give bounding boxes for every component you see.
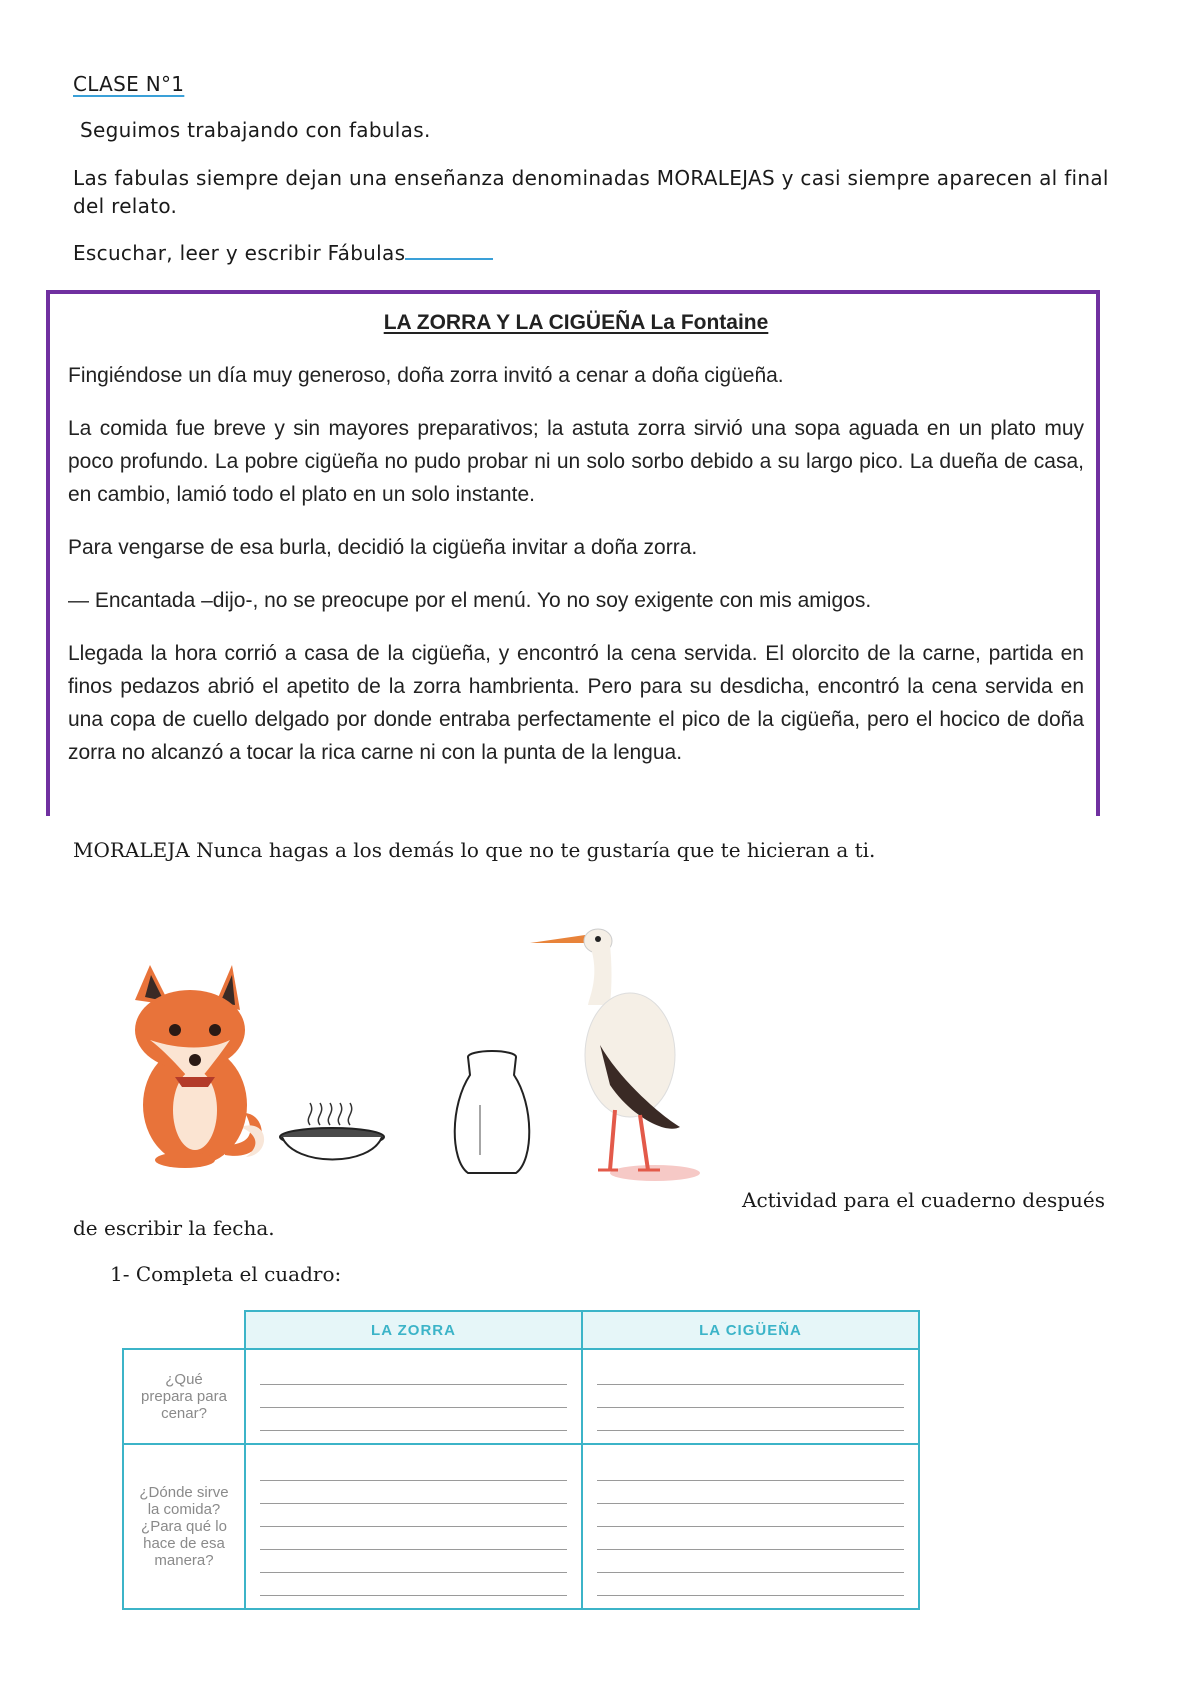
table-corner bbox=[123, 1311, 245, 1349]
vase-icon bbox=[455, 1051, 530, 1173]
fable-box bbox=[46, 290, 1100, 816]
fable-paragraph-1: Fingiéndose un día muy generoso, doña zorra invitó a cenar a doña cigüeña. bbox=[68, 364, 784, 387]
header-zorra: LA ZORRA bbox=[245, 1311, 582, 1349]
task-line bbox=[73, 240, 493, 265]
fable-paragraph-5: Llegada la hora corrió a casa de la cigüeña, y encontró la cena servida. El olorcito de la carne, partida en finos pedazos abrió el apetito de la zorra hambrienta. Pero para su desdicha, encontró la cena servida en una copa de cuello delgado por donde entraba perfectamente el pico de la cigüeña, pero el hocico de doña zorra no alcanzó a tocar la rica carne ni con la punta de la lengua. bbox=[68, 642, 1084, 764]
row-label-2-text: ¿Dónde sirve la comida? ¿Para qué lo hace de esa manera? bbox=[139, 1484, 229, 1569]
row-label-que-prepara bbox=[123, 1349, 245, 1444]
answer-zorra-2[interactable] bbox=[245, 1444, 582, 1609]
row-label-1-text: ¿Qué prepara para cenar? bbox=[141, 1371, 227, 1422]
fox-icon bbox=[135, 965, 264, 1168]
intro-paragraph: Las fabulas siempre dejan una enseñanza denominadas MORALEJAS y casi siempre aparecen al final del relato. bbox=[73, 166, 1109, 218]
activity-line-1: Actividad para el cuaderno después bbox=[742, 1188, 1105, 1212]
fable-paragraph-3: Para vengarse de esa burla, decidió la cigüeña invitar a doña zorra. bbox=[68, 536, 698, 559]
class-title: CLASE N°1 bbox=[73, 72, 185, 96]
moraleja: MORALEJA Nunca hagas a los demás lo que no te gustaría que te hicieran a ti. bbox=[73, 838, 876, 862]
fable-paragraph-2: La comida fue breve y sin mayores preparativos; la astuta zorra sirvió una sopa aguada en un plato muy poco profundo. La pobre cigüeña no pudo probar ni un solo sorbo debido a su largo pico. La dueña de casa, en cambio, lamió todo el plato en un solo instante. bbox=[68, 417, 1084, 506]
fable-illustration bbox=[120, 905, 700, 1190]
blank-line bbox=[405, 240, 493, 260]
row-label-donde-sirve bbox=[123, 1444, 245, 1609]
answer-ciguena-2[interactable] bbox=[582, 1444, 919, 1609]
stork-icon bbox=[530, 929, 700, 1181]
activity-line-2: de escribir la fecha. bbox=[73, 1216, 275, 1240]
bowl-icon bbox=[280, 1103, 384, 1160]
task-text: Escuchar, leer y escribir Fábulas bbox=[73, 241, 406, 265]
comparison-table bbox=[122, 1310, 920, 1610]
fable-paragraph-4: — Encantada –dijo-, no se preocupe por el menú. Yo no soy exigente con mis amigos. bbox=[68, 589, 872, 612]
answer-zorra-1[interactable] bbox=[245, 1349, 582, 1444]
header-ciguena: LA CIGÜEÑA bbox=[582, 1311, 919, 1349]
fable-title: LA ZORRA Y LA CIGÜEÑA La Fontaine bbox=[383, 311, 769, 334]
intro-text: Seguimos trabajando con fabulas. bbox=[80, 118, 431, 142]
activity-item: 1- Completa el cuadro: bbox=[110, 1262, 342, 1286]
answer-ciguena-1[interactable] bbox=[582, 1349, 919, 1444]
